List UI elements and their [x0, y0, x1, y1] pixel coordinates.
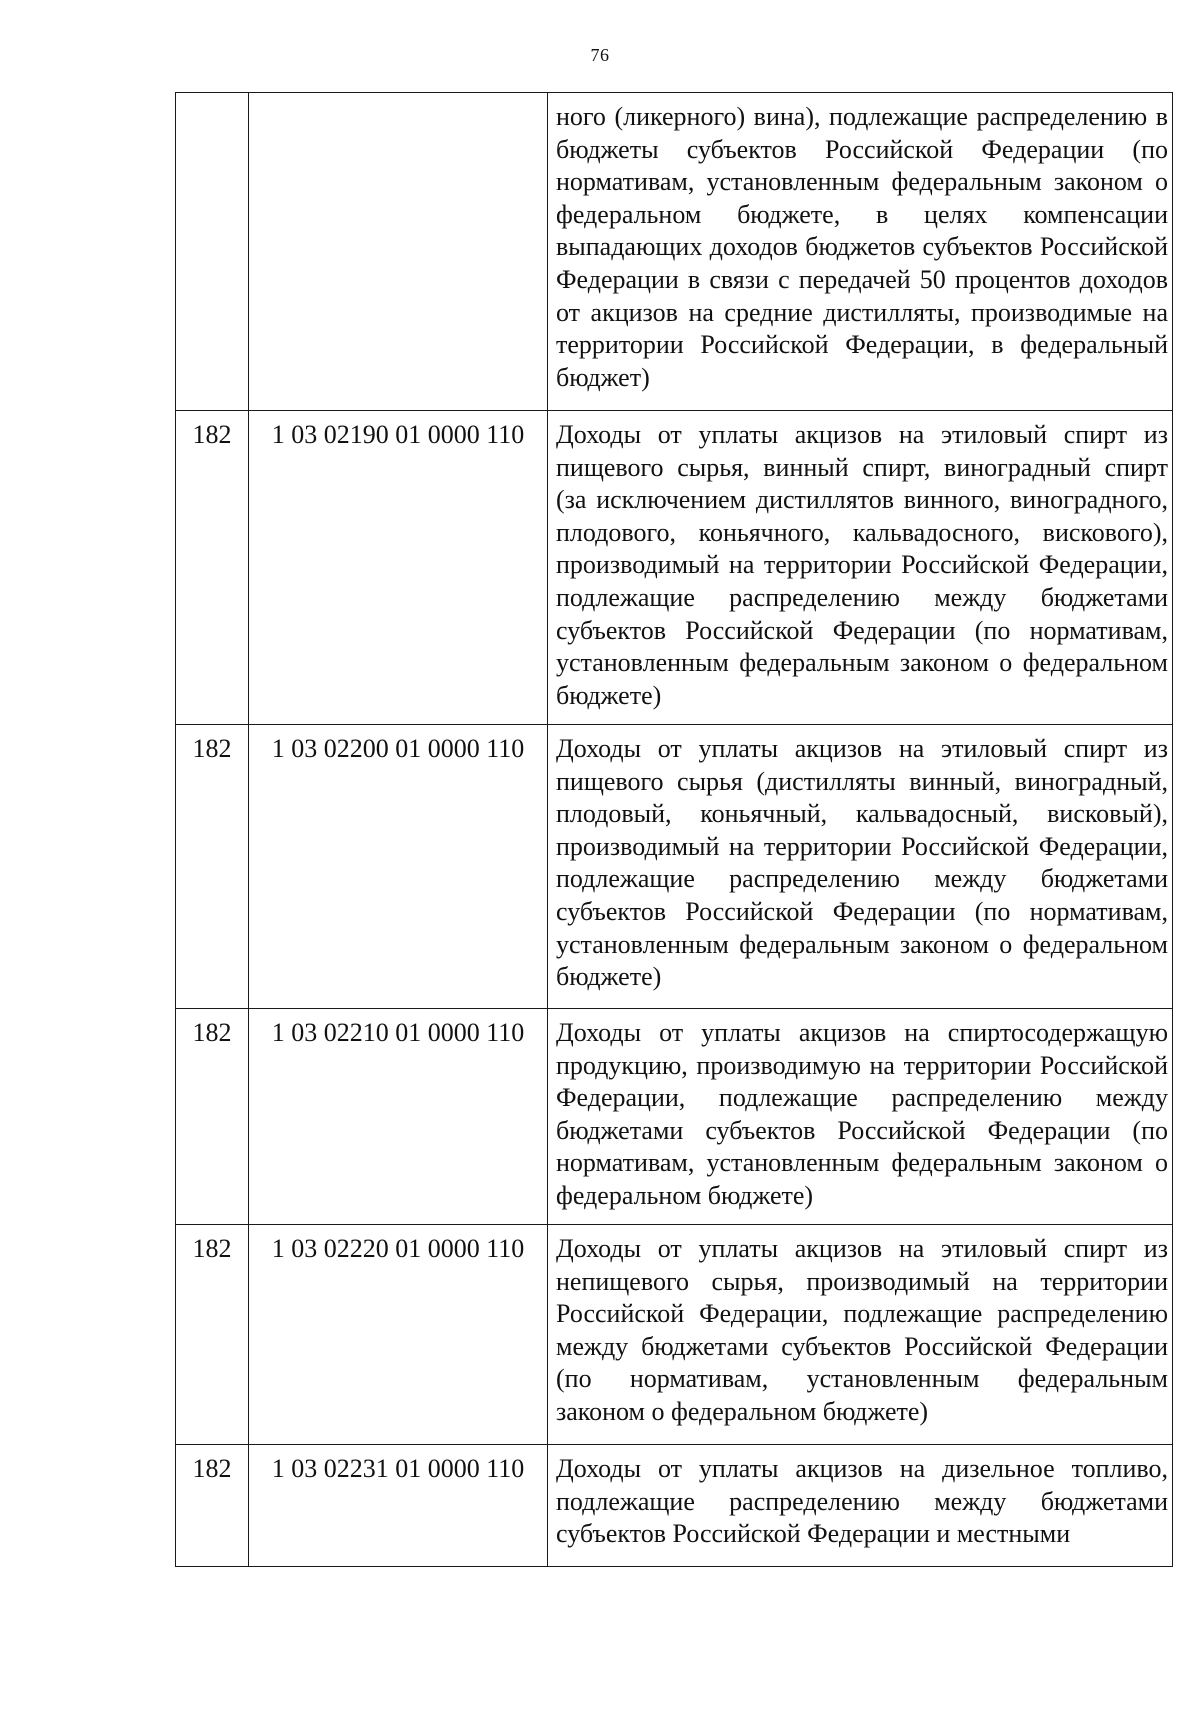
- admin-code-cell: [176, 93, 249, 411]
- budget-classification-code-cell: 1 03 02231 01 0000 110: [249, 1445, 548, 1567]
- budget-classification-code-cell: 1 03 02200 01 0000 110: [249, 725, 548, 1009]
- budget-classification-code-cell: [249, 93, 548, 411]
- budget-classification-code-cell: 1 03 02220 01 0000 110: [249, 1225, 548, 1445]
- table-row: [176, 411, 1173, 725]
- revenue-name-cell: ного (ликерного) вина), подлежащие распределению в бюджеты субъектов Российской Федерации (по нормативам, установленным федеральным законом о федеральном бюджете, в целях компенсации выпадающих доходов бюджетов субъектов Российской Федерации в связи с передачей 50 процентов доходов от акцизов на средние дистилляты, производимые на территории Российской Федерации, в федеральный бюджет): [548, 93, 1173, 411]
- revenue-name-cell: Доходы от уплаты акцизов на этиловый спирт из пищевого сырья (дистилляты винный, виноградный, плодовый, коньячный, кальвадосный, висковый), производимый на территории Российской Федерации, подлежащие распределению между бюджетами субъектов Российской Федерации (по нормативам, установленным федеральным законом о федеральном бюджете): [548, 725, 1173, 1009]
- page-number: 76: [590, 45, 610, 65]
- admin-code-cell: 182: [176, 725, 249, 1009]
- table-row: [176, 1009, 1173, 1225]
- table-row: [176, 93, 1173, 411]
- budget-classification-code-cell: 1 03 02190 01 0000 110: [249, 411, 548, 725]
- admin-code-cell: 182: [176, 1009, 249, 1225]
- admin-code-cell: 182: [176, 1225, 249, 1445]
- table-row: [176, 1445, 1173, 1567]
- budget-revenue-table: [175, 92, 1173, 1567]
- revenue-name-cell: Доходы от уплаты акцизов на этиловый спирт из пищевого сырья, винный спирт, виноградный спирт (за исключением дистиллятов винного, виноградного, плодового, коньячного, кальвадосного, вискового), производимый на территории Российской Федерации, подлежащие распределению между бюджетами субъектов Российской Федерации (по нормативам, установленным федеральным законом о федеральном бюджете): [548, 411, 1173, 725]
- revenue-name-cell: Доходы от уплаты акцизов на этиловый спирт из непищевого сырья, производимый на территории Российской Федерации, подлежащие распределению между бюджетами субъектов Российской Федерации (по нормативам, установленным федеральным законом о федеральном бюджете): [548, 1225, 1173, 1445]
- budget-classification-code-cell: 1 03 02210 01 0000 110: [249, 1009, 548, 1225]
- admin-code-cell: 182: [176, 1445, 249, 1567]
- revenue-name-cell: Доходы от уплаты акцизов на спиртосодержащую продукцию, производимую на территории Российской Федерации, подлежащие распределению между бюджетами субъектов Российской Федерации (по нормативам, установленным федеральным законом о федеральном бюджете): [548, 1009, 1173, 1225]
- revenue-name-cell: Доходы от уплаты акцизов на дизельное топливо, подлежащие распределению между бюджетами субъектов Российской Федерации и местными: [548, 1445, 1173, 1567]
- table-row: [176, 1225, 1173, 1445]
- admin-code-cell: 182: [176, 411, 249, 725]
- table-row: [176, 725, 1173, 1009]
